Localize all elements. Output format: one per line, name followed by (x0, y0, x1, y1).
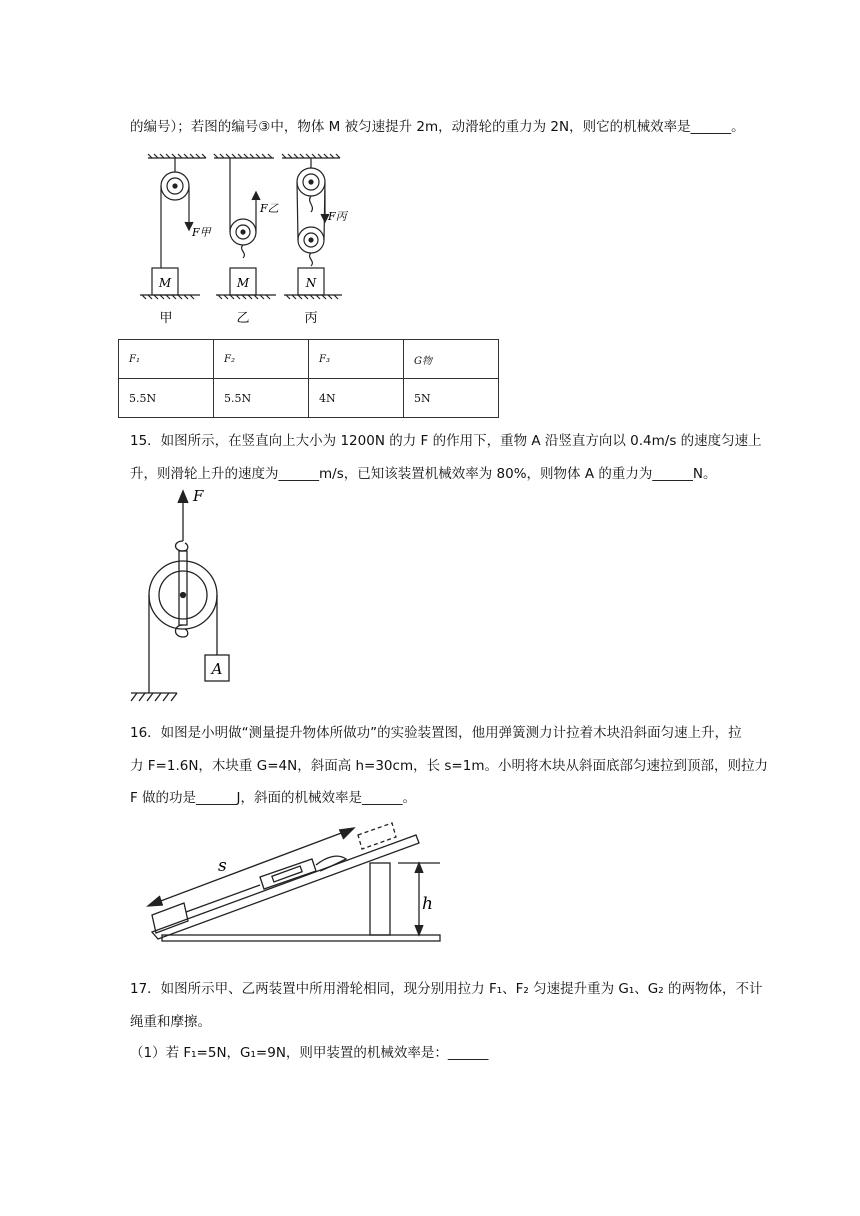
table-row (119, 340, 499, 379)
slope-length-label: s (218, 856, 227, 876)
q14-tail-text: 的编号）；若图的编号③中，物体 M 被匀速提升 2m，动滑轮的重力为 2N，则它的机械效率是______。 (130, 119, 745, 135)
q15-text-line-2: 升，则滑轮上升的速度为______m/s，已知该装置机械效率为 80%，则物体 A 的重力为______N。 (130, 466, 717, 482)
table-header-cell: F₁ (119, 340, 214, 379)
force-data-table (118, 339, 499, 418)
block-label-jia: M (158, 276, 172, 290)
q17-text-line-3: （1）若 F₁=5N，G₁=9N，则甲装置的机械效率是：______ (130, 1045, 489, 1061)
force-label-jia: F甲 (192, 226, 211, 239)
q17-text-line-1: 17．如图所示甲、乙两装置中所用滑轮相同，现分别用拉力 F₁、F₂ 匀速提升重为 G₁、G₂ 的两物体，不计 (130, 981, 763, 997)
table-header-cell: G物 (404, 340, 499, 379)
block-label-a: A (211, 660, 223, 678)
q17-text-line-2: 绳重和摩擦。 (130, 1014, 211, 1030)
force-label-bing: F丙 (328, 210, 347, 223)
table-header-cell: F₂ (214, 340, 309, 379)
table-header-cell: F₃ (309, 340, 404, 379)
q15-text-line-1: 15．如图所示，在竖直向上大小为 1200N 的力 F 的作用下，重物 A 沿竖直方向以 0.4m/s 的速度匀速上 (130, 433, 762, 449)
table-cell: 4N (309, 379, 404, 418)
setup-label-jia: 甲 (159, 311, 173, 326)
q16-text-line-2: 力 F=1.6N，木块重 G=4N，斜面高 h=30cm，长 s=1m。小明将木块从斜面底部匀速拉到顶部，则拉力 (130, 758, 768, 774)
q16-text-line-1: 16．如图是小明做“测量提升物体所做功”的实验装置图，他用弹簧测力计拉着木块沿斜面匀速上升，拉 (130, 725, 742, 741)
table-cell: 5.5N (214, 379, 309, 418)
block-label-bing: N (305, 276, 317, 290)
inclined-plane-figure (140, 815, 450, 950)
table-cell: 5.5N (119, 379, 214, 418)
table-cell: 5N (404, 379, 499, 418)
force-label-f: F (193, 487, 204, 505)
inverted-pulley-figure (125, 485, 245, 710)
setup-label-bing: 丙 (304, 311, 318, 326)
height-label: h (422, 894, 433, 914)
force-label-yi: F乙 (260, 202, 279, 215)
table-row (119, 379, 499, 418)
setup-label-yi: 乙 (236, 311, 250, 326)
q16-text-line-3: F 做的功是______J，斜面的机械效率是______。 (130, 790, 417, 806)
block-label-yi: M (236, 276, 250, 290)
pulley-setups-figure (130, 150, 360, 330)
